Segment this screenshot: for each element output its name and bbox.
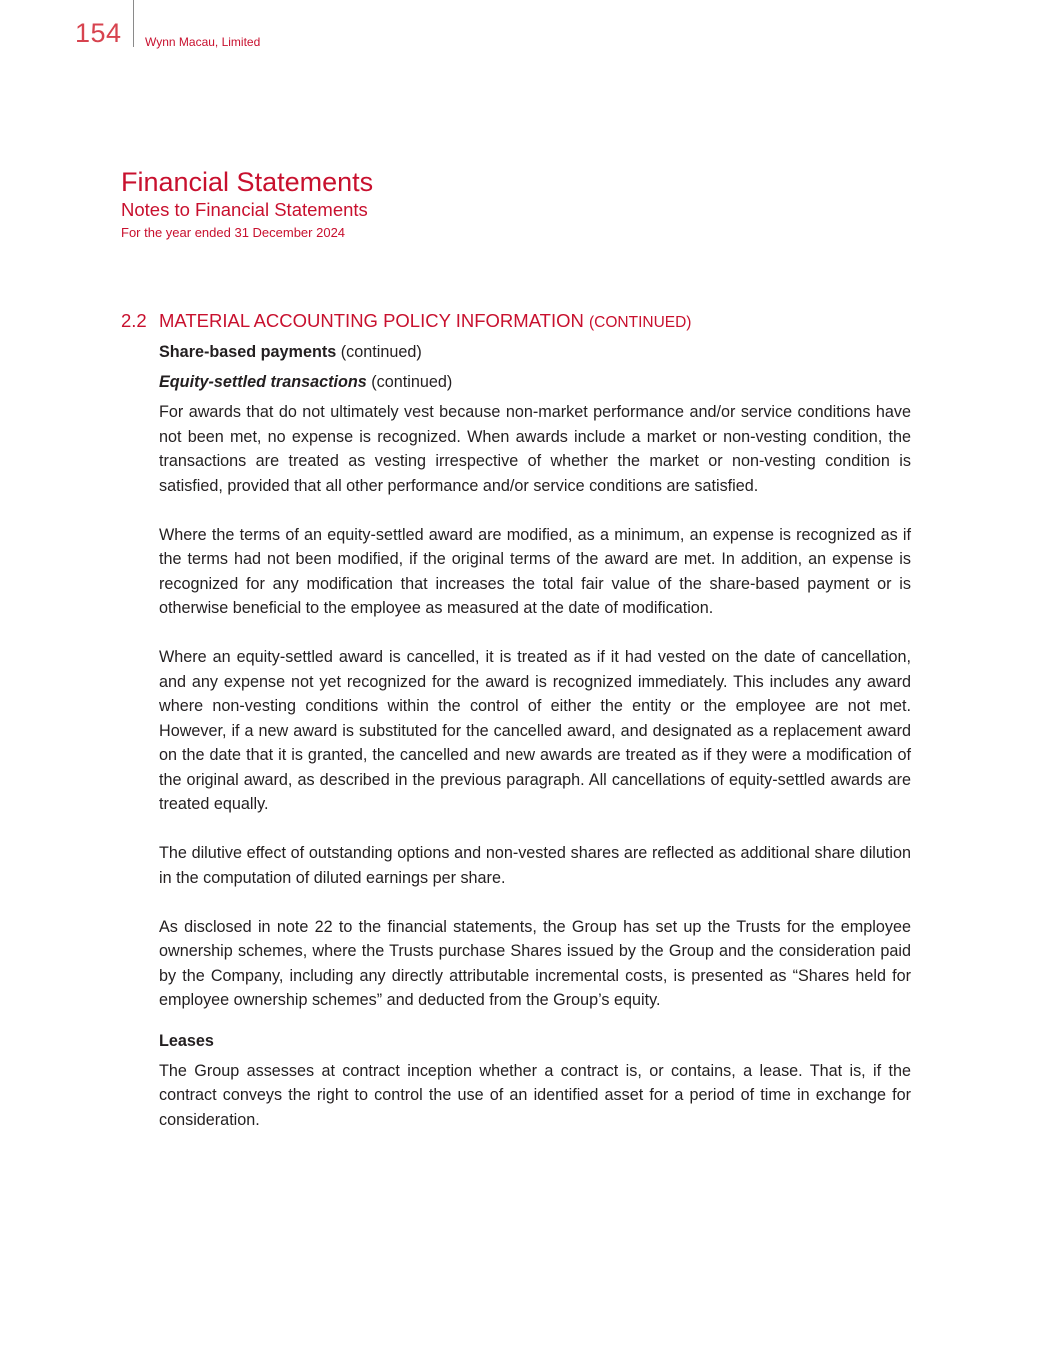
share-based-continued: (continued)	[340, 343, 422, 361]
share-based-title: Share-based payments	[159, 343, 337, 361]
section-heading	[121, 308, 691, 336]
paragraph: Where an equity-settled award is cancelled, it is treated as if it had vested on the date of cancellation, and any expense not yet recognized for the award is recognized immediately. This includes any award where non-vesting conditions within the control of either the entity or the employee are not met. However, if a new award is substituted for the cancelled award, and designated as a replacement award on the date that it is granted, the cancelled and new awards are treated as if they were a modification of the original award, as described in the previous paragraph. All cancellations of equity-settled awards are treated equally.	[159, 648, 911, 813]
page-number: 154	[75, 18, 122, 48]
leases-heading	[159, 1029, 911, 1054]
page-subtitle: Notes to Financial Statements	[121, 199, 368, 220]
section-number: 2.2	[121, 310, 147, 331]
section-continued: (CONTINUED)	[589, 314, 692, 331]
paragraph: For awards that do not ultimately vest because non-market performance and/or service conditions have not been met, no expense is recognized. When awards include a market or non-vesting condition, the transactions are treated as vesting irrespective of whether the market or non-vesting condition is satisfied, provided that all other performance and/or service conditions are satisfied.	[159, 403, 911, 495]
page-title: Financial Statements	[121, 167, 374, 197]
header-divider	[133, 0, 134, 47]
title-block	[121, 166, 373, 243]
section-title: MATERIAL ACCOUNTING POLICY INFORMATION	[159, 310, 584, 331]
equity-settled-heading	[159, 370, 911, 395]
equity-settled-continued: (continued)	[371, 373, 453, 391]
paragraph: The dilutive effect of outstanding options and non-vested shares are reflected as additional share dilution in the computation of diluted earnings per share.	[159, 844, 911, 887]
leases-title: Leases	[159, 1031, 214, 1050]
equity-settled-title: Equity-settled transactions	[159, 373, 367, 391]
paragraph: Where the terms of an equity-settled award are modified, as a minimum, an expense is recognized as if the terms had not been modified, if the original terms of the award are met. In addition, an expense is recognized for any modification that increases the total fair value of the share-based payment or is otherwise beneficial to the employee as measured at the date of modification.	[159, 525, 911, 617]
paragraph: As disclosed in note 22 to the financial statements, the Group has set up the Trusts for the employee ownership schemes, where the Trusts purchase Shares issued by the Group and the consideration paid by the Company, including any directly attributable incremental costs, is presented as “Shares held for employee ownership schemes” and deducted from the Group’s equity.	[159, 917, 911, 1009]
body-content	[159, 340, 911, 1157]
company-name: Wynn Macau, Limited	[145, 35, 261, 49]
period-label: For the year ended 31 December 2024	[121, 225, 346, 240]
share-based-heading	[159, 340, 911, 365]
paragraph: The Group assesses at contract inception whether a contract is, or contains, a lease. That is, if the contract conveys the right to control the use of an identified asset for a period of time in exchange for consideration.	[159, 1061, 911, 1129]
